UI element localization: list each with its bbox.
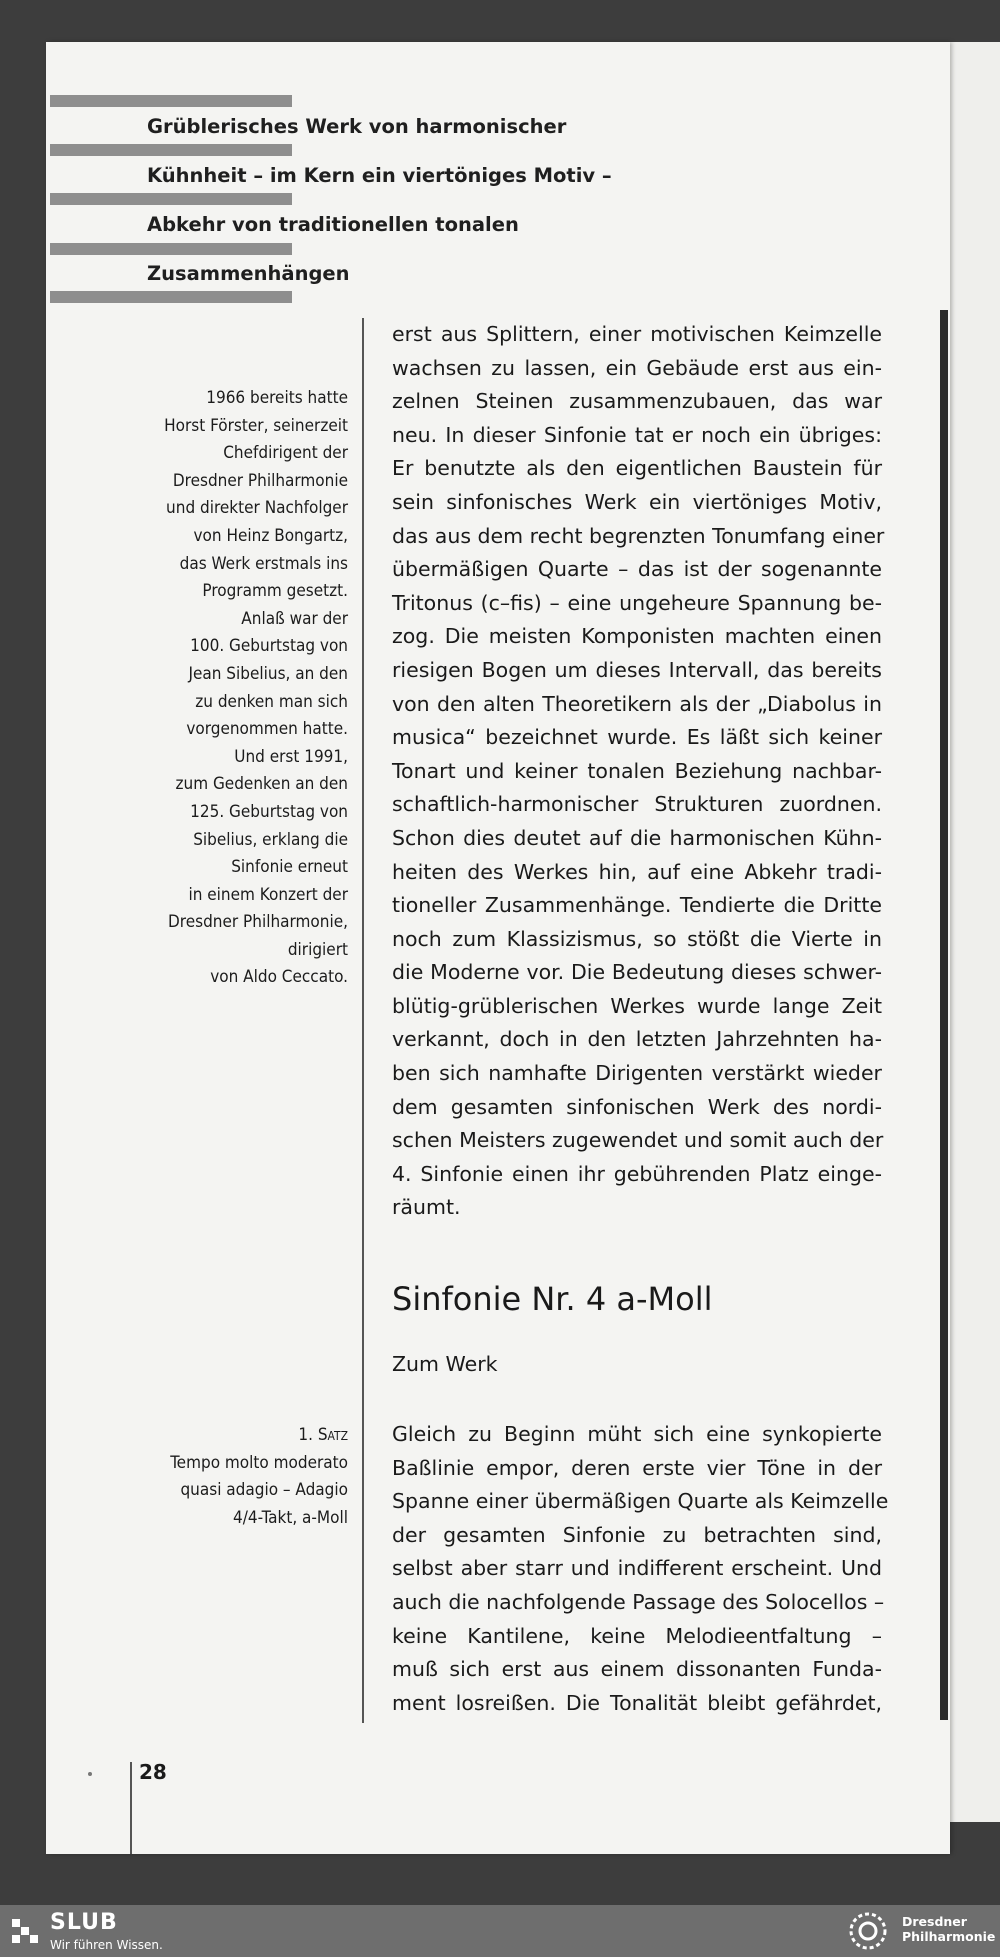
heading-bar [50, 243, 292, 255]
body-line: ment losreißen. Die Tonalität bleibt gefährdet, [392, 1690, 882, 1715]
sidenote-line: das Werk erstmals ins [179, 553, 348, 574]
sidenote-line: Dresdner Philharmonie, [168, 912, 348, 933]
sidenote-line: Tempo molto moderato [170, 1452, 348, 1473]
body-line: schaftlich-harmonischer Strukturen zuordnen. [392, 792, 882, 817]
body-line: von den alten Theoretikern als der „Diabolus in [392, 691, 882, 716]
page-gutter-shadow [940, 310, 948, 1720]
body-line: musica“ bezeichnet wurde. Es läßt sich keiner [392, 725, 882, 750]
body-line: der gesamten Sinfonie zu betrachten sind, [392, 1522, 882, 1547]
body-line: muß sich erst aus einem dissonanten Funda- [392, 1657, 882, 1682]
heading-line: Zusammenhängen [147, 262, 350, 285]
sidenote-line: Sinfonie erneut [231, 857, 348, 878]
slub-tagline: Wir führen Wissen. [50, 1938, 163, 1952]
body-line: selbst aber starr und indifferent erscheint. Und [392, 1556, 882, 1581]
body-line: verkannt, doch in den letzten Jahrzehnten ha- [392, 1027, 882, 1052]
heading-bar [50, 291, 292, 303]
sidenote-line: vorgenommen hatte. [186, 719, 348, 740]
sidenote-line: zum Gedenken an den [175, 774, 348, 795]
body-paragraph [392, 318, 885, 1225]
body-line: das aus dem recht begrenzten Tonumfang einer [392, 523, 885, 548]
body-line: schen Meisters zugewendet und somit auch der [392, 1128, 884, 1153]
heading-line: Abkehr von traditionellen tonalen [147, 213, 519, 236]
body-line: heiten des Werkes hin, auf eine Abkehr tradi- [392, 859, 882, 884]
sidenote-line: dirigiert [287, 939, 348, 960]
body-line: riesigen Bogen um dieses Intervall, das bereits [392, 657, 882, 682]
body-line: wachsen zu lassen, ein Gebäude erst aus ein- [392, 355, 882, 380]
footer-bar [0, 1905, 1000, 1957]
body-line: noch zum Klassizismus, so stößt die Vierte in [392, 926, 882, 951]
body-line: Gleich zu Beginn müht sich eine synkopierte [392, 1422, 882, 1446]
heading-bar [50, 144, 292, 156]
sidenote-line: quasi adagio – Adagio [180, 1480, 348, 1501]
movement-heading [108, 1422, 348, 1450]
margin-dot [88, 1772, 92, 1776]
sidenote-line: Horst Förster, seinerzeit [164, 415, 348, 436]
sidenote-line: Dresdner Philharmonie [172, 470, 348, 491]
heading-line: Grüblerisches Werk von harmonischer [147, 115, 567, 138]
body-line: Er benutzte als den eigentlichen Baustein für [392, 456, 882, 481]
next-page-edge [950, 42, 1000, 1822]
heading-line: Kühnheit – im Kern ein viertöniges Motiv – [147, 164, 612, 187]
sidenote-line: Anlaß war der [241, 608, 348, 629]
sidenote-line: 100. Geburtstag von [190, 636, 348, 657]
partner-line: Philharmonie [902, 1929, 996, 1944]
sidenote-line: zu denken man sich [195, 691, 348, 712]
sidenote-line: in einem Konzert der [188, 884, 348, 905]
page-number-rule [130, 1762, 132, 1854]
sidenote-line: 4/4-Takt, a-Moll [233, 1507, 348, 1528]
body-line: die Moderne vor. Die Bedeutung dieses schwer- [392, 960, 882, 985]
sidenote-line: 125. Geburtstag von [190, 801, 348, 822]
slub-logo-icon [12, 1919, 38, 1943]
page-number: 28 [139, 1760, 167, 1784]
philharmonie-name [902, 1914, 995, 1944]
body-line: Baßlinie empor, deren erste vier Töne in der [392, 1455, 882, 1480]
section-subtitle: Zum Werk [392, 1352, 498, 1376]
sidenote-line: Sibelius, erklang die [193, 829, 348, 850]
body-line: 4. Sinfonie einen ihr gebührenden Platz einge- [392, 1161, 882, 1186]
body-paragraph [392, 1418, 889, 1720]
body-line: zelnen Steinen zusammenzubauen, das war [392, 389, 882, 414]
body-line: räumt. [392, 1195, 461, 1220]
body-line: auch die nachfolgende Passage des Solocellos – [392, 1589, 885, 1614]
sidenote-line: Chefdirigent der [223, 443, 348, 464]
satz-number: 1. [298, 1425, 313, 1445]
sidenote-line: Programm gesetzt. [202, 581, 348, 602]
partner-line: Dresdner [902, 1914, 967, 1929]
sidenote-line: Und erst 1991, [234, 746, 348, 767]
body-line: erst aus Splittern, einer motivischen Keimzelle [392, 322, 882, 346]
body-line: keine Kantilene, keine Melodieentfaltung – [392, 1623, 882, 1648]
body-line: dem gesamten sinfonischen Werk des nordi- [392, 1094, 882, 1119]
slub-name: SLUB [50, 1910, 118, 1935]
body-line: blütig-grüblerischen Werkes wurde lange Zeit [392, 993, 882, 1018]
section-title: Sinfonie Nr. 4 a-Moll [392, 1280, 713, 1318]
body-line: tioneller Zusammenhänge. Tendierte die Dritte [392, 893, 882, 918]
body-line: neu. In dieser Sinfonie tat er noch ein übriges: [392, 422, 882, 447]
body-line: sein sinfonisches Werk ein viertöniges Motiv, [392, 489, 882, 514]
body-line: Schon dies deutet auf die harmonischen Kühn- [392, 825, 882, 850]
body-line: ben sich namhafte Dirigenten verstärkt wieder [392, 1061, 882, 1086]
body-line: übermäßigen Quarte – das ist der sogenannte [392, 557, 882, 582]
philharmonie-logo-icon [842, 1909, 894, 1953]
heading-bar [50, 193, 292, 205]
sidenote-line: Jean Sibelius, an den [188, 663, 348, 684]
column-divider [362, 318, 364, 1723]
sidenote-line: von Heinz Bongartz, [193, 525, 348, 546]
satz-word: Satz [317, 1425, 348, 1445]
body-line: Tonart und keiner tonalen Beziehung nachbar- [392, 758, 882, 783]
sidenote-history [108, 385, 348, 992]
sidenote-line: und direkter Nachfolger [166, 498, 348, 519]
sidenote-line: 1966 bereits hatte [206, 388, 348, 408]
sidenote-movement [108, 1422, 348, 1532]
heading-bar [50, 95, 292, 107]
body-line: zog. Die meisten Komponisten machten einen [392, 624, 882, 649]
body-line: Spanne einer übermäßigen Quarte als Keimzelle [392, 1489, 889, 1514]
sidenote-line: von Aldo Ceccato. [210, 967, 348, 988]
body-line: Tritonus (c–fis) – eine ungeheure Spannung be- [392, 590, 882, 615]
